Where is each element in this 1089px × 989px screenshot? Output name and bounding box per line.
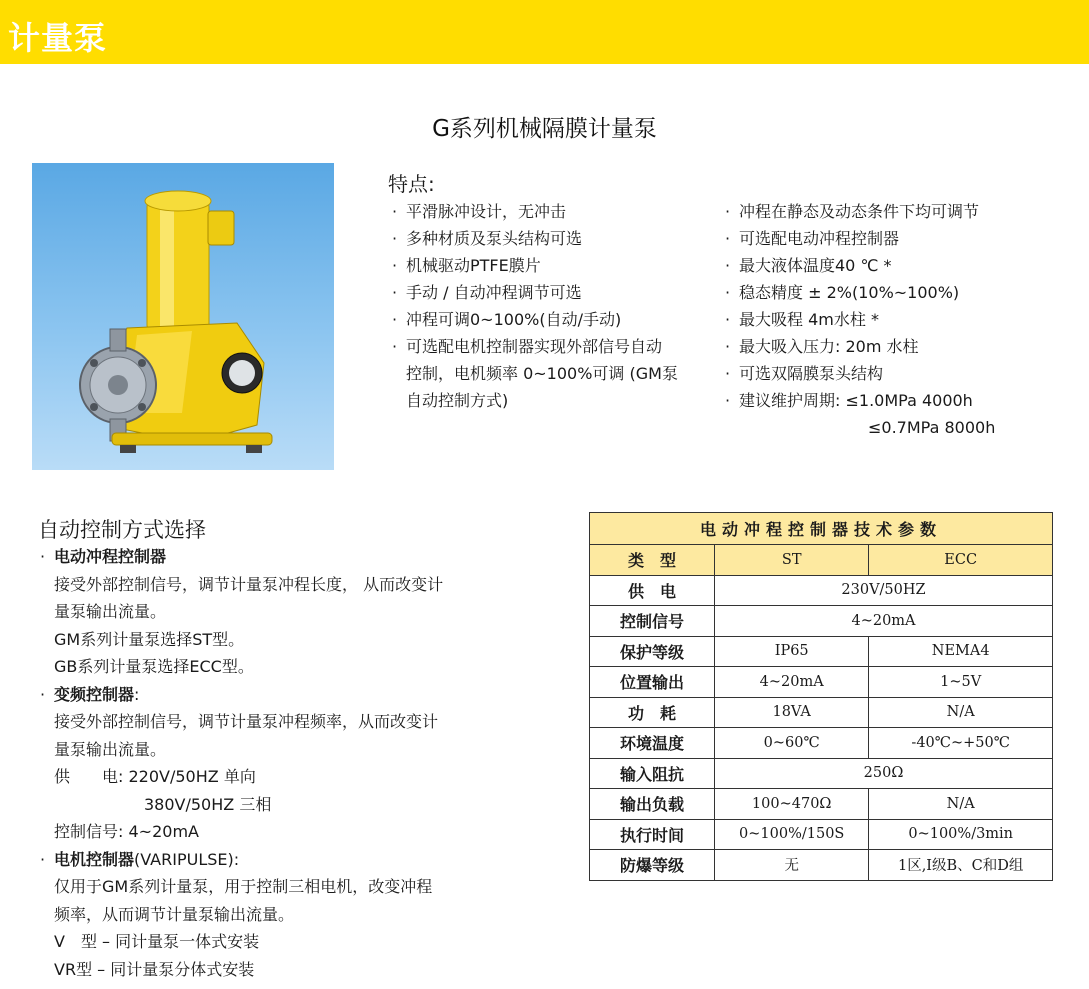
electric-controller-title: · 电动冲程控制器 xyxy=(36,543,516,571)
table-row xyxy=(590,819,1053,850)
feature-item: · 最大吸程 4m水柱 * xyxy=(723,306,1063,333)
auto-control-heading: 自动控制方式选择 xyxy=(38,518,206,542)
table-header-row xyxy=(590,545,1053,576)
row-label: 环境温度 xyxy=(590,728,715,759)
table-row xyxy=(590,850,1053,881)
cell-st: 18VA xyxy=(715,697,869,728)
type-label: 类 型 xyxy=(590,545,715,576)
text-line: GB系列计量泵选择ECC型。 xyxy=(54,657,254,676)
feature-item: · 机械驱动PTFE膜片 xyxy=(390,252,710,279)
feature-item: · 最大吸入压力: 20m 水柱 xyxy=(723,333,1063,360)
column-header-st: ST xyxy=(715,545,869,576)
feature-item-continued: ≤0.7MPa 8000h xyxy=(868,418,996,437)
table-title: 电动冲程控制器技术参数 xyxy=(590,513,1053,545)
feature-item: · 可选配电机控制器实现外部信号自动 xyxy=(390,333,710,360)
text-line: 频率，从而调节计量泵输出流量。 xyxy=(54,904,295,924)
feature-item: · 建议维护周期: ≤1.0MPa 4000h xyxy=(723,387,1063,414)
pump-photo xyxy=(32,163,334,470)
cell-ecc: -40℃~+50℃ xyxy=(869,728,1053,759)
cell-ecc: N/A xyxy=(869,789,1053,820)
features-right-list xyxy=(723,198,1063,441)
features-heading: 特点: xyxy=(388,172,435,196)
cell-ecc: N/A xyxy=(869,697,1053,728)
table-row xyxy=(590,667,1053,698)
top-banner xyxy=(0,0,1089,64)
feature-item: · 可选双隔膜泵头结构 xyxy=(723,360,1063,387)
row-label: 功 耗 xyxy=(590,697,715,728)
motor-controller-title: · 电机控制器(VARIPULSE): xyxy=(36,846,516,874)
row-label: 位置输出 xyxy=(590,667,715,698)
text-line: V 型 – 同计量泵一体式安装 xyxy=(54,932,260,951)
feature-item: · 稳态精度 ± 2%(10%~100%) xyxy=(723,279,1063,306)
cell-merged: 230V/50HZ xyxy=(715,575,1053,606)
feature-item: · 冲程可调0~100%(自动/手动) xyxy=(390,306,710,333)
cell-merged: 4~20mA xyxy=(715,606,1053,637)
row-label: 保护等级 xyxy=(590,636,715,667)
text-line: GM系列计量泵选择ST型。 xyxy=(54,629,245,649)
row-label: 防爆等级 xyxy=(590,850,715,881)
column-header-ecc: ECC xyxy=(869,545,1053,576)
cell-st: 100~470Ω xyxy=(715,789,869,820)
table-row xyxy=(590,606,1053,637)
table-row xyxy=(590,636,1053,667)
table-row xyxy=(590,575,1053,606)
text-line: 接受外部控制信号，调节计量泵冲程长度， 从而改变计 xyxy=(54,574,444,594)
row-label: 执行时间 xyxy=(590,819,715,850)
text-line: 仅用于GM系列计量泵，用于控制三相电机，改变冲程 xyxy=(54,877,433,896)
cell-st: 4~20mA xyxy=(715,667,869,698)
cell-ecc: 1~5V xyxy=(869,667,1053,698)
table-row xyxy=(590,697,1053,728)
text-line: 量泵输出流量。 xyxy=(54,602,167,621)
feature-item: · 可选配电动冲程控制器 xyxy=(723,225,1063,252)
signal-line: 控制信号: 4~20mA xyxy=(54,822,199,841)
cell-ecc: 0~100%/3min xyxy=(869,819,1053,850)
features-left-list xyxy=(390,198,710,414)
feature-item: · 手动 / 自动冲程调节可选 xyxy=(390,279,710,306)
banner-title: 计量泵 xyxy=(8,19,108,57)
cell-st: IP65 xyxy=(715,636,869,667)
text-line: 接受外部控制信号，调节计量泵冲程频率，从而改变计 xyxy=(54,712,439,731)
text-line: 量泵输出流量。 xyxy=(54,739,167,759)
cell-ecc: NEMA4 xyxy=(869,636,1053,667)
pump-illustration xyxy=(32,163,334,470)
spec-table xyxy=(589,512,1053,881)
table-row xyxy=(590,728,1053,759)
product-title: G系列机械隔膜计量泵 xyxy=(432,116,657,142)
feature-item: · 最大液体温度40 ℃ * xyxy=(723,252,1063,279)
row-label: 输出负载 xyxy=(590,789,715,820)
feature-item: · 平滑脉冲设计，无冲击 xyxy=(390,198,710,225)
table-row xyxy=(590,789,1053,820)
cell-st: 0~60℃ xyxy=(715,728,869,759)
power-line: 供 电: 220V/50HZ 单向 xyxy=(54,767,256,786)
table-row xyxy=(590,758,1053,789)
row-label: 输入阻抗 xyxy=(590,758,715,789)
power-line-2: 380V/50HZ 三相 xyxy=(144,794,272,814)
table-title-row xyxy=(590,513,1053,545)
feature-item: · 多种材质及泵头结构可选 xyxy=(390,225,710,252)
row-label: 供 电 xyxy=(590,575,715,606)
text-line: VR型 – 同计量泵分体式安装 xyxy=(54,959,255,979)
cell-st: 无 xyxy=(715,850,869,881)
feature-item-continued: 自动控制方式) xyxy=(406,391,509,410)
feature-item: · 冲程在静态及动态条件下均可调节 xyxy=(723,198,1063,225)
cell-merged: 250Ω xyxy=(715,758,1053,789)
vfd-controller-title: · 变频控制器: xyxy=(36,681,516,709)
cell-ecc: 1区,I级B、C和D组 xyxy=(869,850,1053,881)
cell-st: 0~100%/150S xyxy=(715,819,869,850)
row-label: 控制信号 xyxy=(590,606,715,637)
auto-control-block xyxy=(36,543,516,983)
feature-item-continued: 控制，电机频率 0~100%可调 (GM泵 xyxy=(406,364,678,383)
